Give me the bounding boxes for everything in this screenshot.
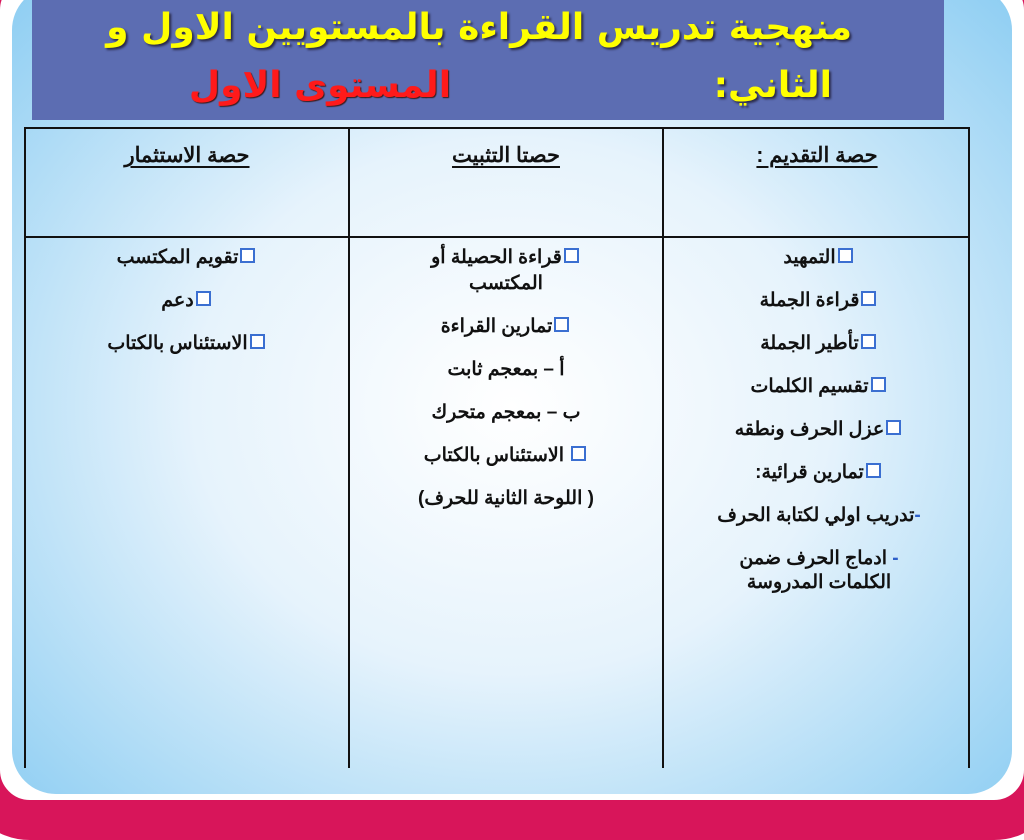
list-item: قراءة الجملة [666, 290, 972, 312]
presentation-steps [666, 247, 972, 615]
list-item: تقويم المكتسب [26, 247, 348, 269]
checkbox-bullet-icon [886, 420, 901, 435]
header-investment: حصة الاستثمار [124, 144, 250, 167]
checkbox-bullet-icon [240, 248, 255, 263]
list-item: ( اللوحة الثانية للحرف) [418, 488, 594, 509]
list-item: تمارين قرائية: [666, 462, 972, 484]
title-banner [32, 0, 944, 120]
list-item: قراءة الحصيلة أو [350, 247, 662, 269]
list-item: تأطير الجملة [666, 333, 972, 355]
list-item-continuation: المكتسب [469, 273, 543, 294]
header-consolidation: حصتا التثبيت [452, 144, 560, 167]
list-item: عزل الحرف ونطقه [666, 419, 972, 441]
slide-title-line1: منهجية تدريس القراءة بالمستويين الاول و [106, 7, 852, 48]
list-item: تمارين القراءة [350, 316, 662, 338]
checkbox-bullet-icon [838, 248, 853, 263]
header-divider [26, 236, 968, 238]
list-item: الاستئناس بالكتاب [26, 333, 348, 355]
checkbox-bullet-icon [564, 248, 579, 263]
list-item: - ادماج الحرف ضمن [739, 548, 899, 569]
column-divider [662, 129, 664, 768]
list-item: الاستئناس بالكتاب [350, 445, 662, 467]
header-presentation: حصة التقديم : [756, 144, 878, 167]
checkbox-bullet-icon [866, 463, 881, 478]
lesson-table [24, 127, 970, 768]
checkbox-bullet-icon [250, 334, 265, 349]
title-level-label: الثاني: [713, 65, 832, 106]
list-item-continuation: الكلمات المدروسة [746, 572, 892, 593]
list-item: أ – بمعجم ثابت [447, 359, 565, 380]
checkbox-bullet-icon [861, 334, 876, 349]
slide-title-line2 [32, 60, 832, 112]
list-item: -تدريب اولي لكتابة الحرف [717, 505, 921, 526]
consolidation-steps [350, 247, 662, 531]
checkbox-bullet-icon [871, 377, 886, 392]
checkbox-bullet-icon [196, 291, 211, 306]
list-item: ب – بمعجم متحرك [431, 402, 581, 423]
list-item: تقسيم الكلمات [666, 376, 972, 398]
checkbox-bullet-icon [861, 291, 876, 306]
investment-steps [26, 247, 348, 376]
list-item: التمهيد [666, 247, 972, 269]
checkbox-bullet-icon [554, 317, 569, 332]
title-level-value: المستوى الاول [188, 65, 452, 106]
dash-bullet-icon: - [914, 505, 921, 526]
list-item: دعم [26, 290, 348, 312]
checkbox-bullet-icon [571, 446, 586, 461]
dash-bullet-icon: - [887, 548, 899, 569]
